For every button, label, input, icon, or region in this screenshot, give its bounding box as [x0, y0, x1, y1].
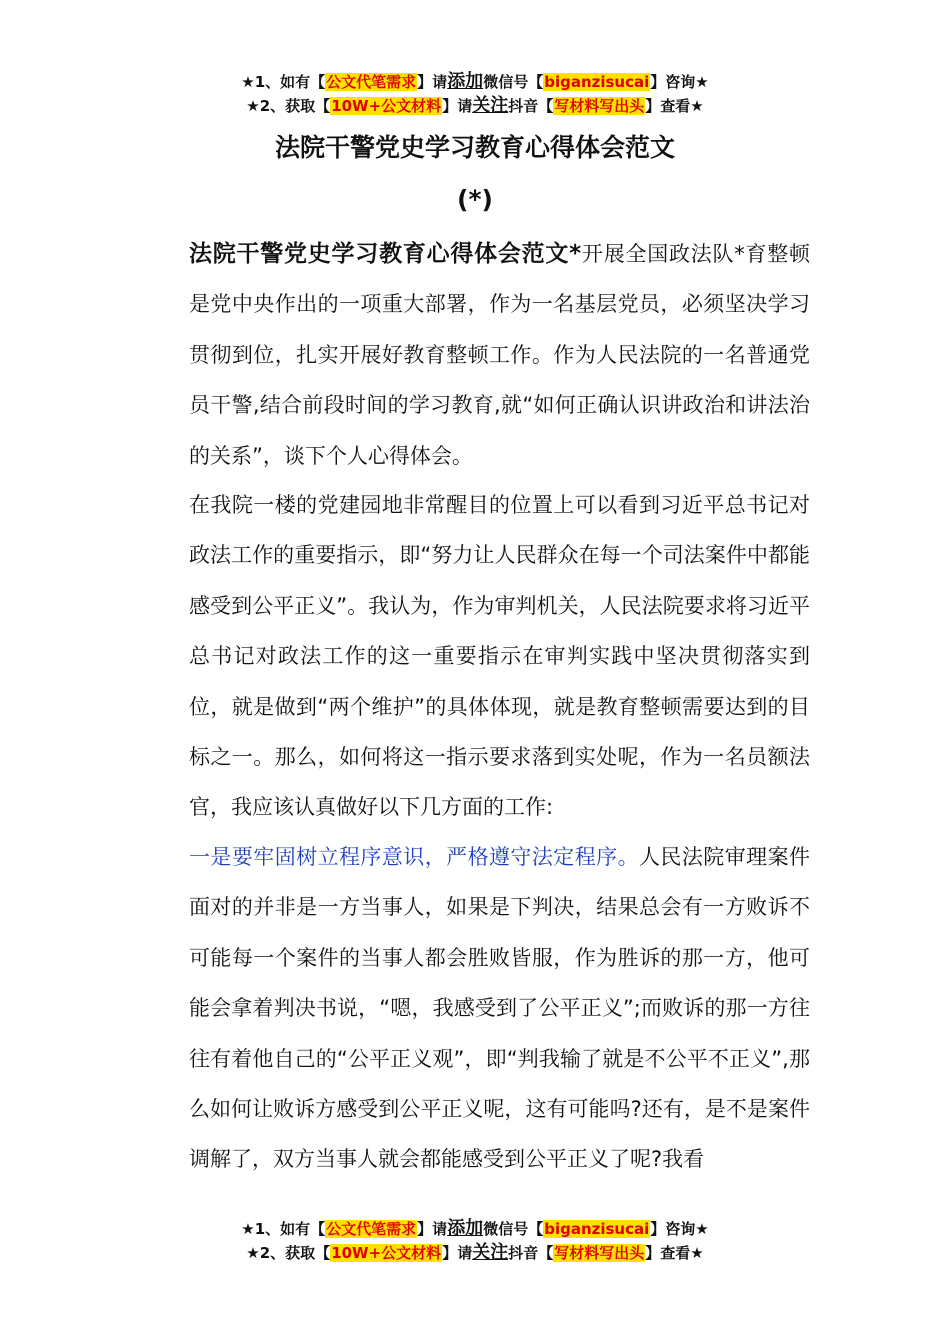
promo-text: 】请 [442, 97, 473, 115]
header-promo [0, 70, 950, 118]
promo-text: 抖音【 [508, 97, 554, 115]
promo-text: ★2、获取【 [246, 1244, 331, 1262]
paragraph-2 [145, 480, 810, 833]
promo-text: ★1、如有【 [241, 73, 326, 91]
promo-highlight: 公文代笔需求 [326, 1220, 417, 1238]
promo-line-2 [0, 1241, 950, 1265]
promo-text: 抖音【 [508, 1244, 554, 1262]
paragraph-text: 人民法院审理案件面对的并非是一方当事人，如果是下判决，结果总会有一方败诉不可能每一个案件的当事人都会胜败皆服，作为胜诉的那一方，他可能会拿着判决书说，“嗯，我感受到了公平正义”;而败诉的那一方往往有着他自己的“公平正义观”，即“判我输了就是不公平不正义”,那么如何让败诉方感受到公平正义呢，这有可能吗?还有，是不是案件调解了，双方当事人就会都能感受到公平正义了呢?我看 [189, 845, 810, 1172]
document-title: 法院干警党史学习教育心得体会范文 [274, 133, 675, 162]
paragraph-1 [145, 229, 810, 481]
promo-text: 】查看★ [645, 97, 704, 115]
promo-underlined: 关注 [472, 95, 509, 116]
paragraph-text: 在我院一楼的党建园地非常醒目的位置上可以看到习近平总书记对政法工作的重要指示，即“努力让人民群众在每一个司法案件中都能感受到公平正义”。我认为，作为审判机关，人民法院要求将习近平总书记对政法工作的这一重要指示在审判实践中坚决贯彻落实到位，就是做到“两个维护”的具体体现，就是教育整顿需要达到的目标之一。那么，如何将这一指示要求落到实处呢，作为一名员额法官，我应该认真做好以下几方面的工作: [189, 493, 810, 820]
promo-highlight: 公文代笔需求 [326, 73, 417, 91]
promo-text: 】咨询★ [650, 1220, 709, 1238]
document-subtitle: (*) [457, 185, 493, 214]
promo-wechat-id: biganzisucai [544, 1220, 650, 1238]
footer-promo [0, 1217, 950, 1265]
promo-highlight: 10W+公文材料 [331, 1244, 442, 1262]
promo-highlight: 10W+公文材料 [331, 97, 442, 115]
promo-underlined: 关注 [472, 1242, 509, 1263]
promo-text: 】查看★ [645, 1244, 704, 1262]
promo-line-1 [0, 70, 950, 94]
promo-text: 】请 [417, 73, 448, 91]
promo-text: 微信号【 [483, 73, 544, 91]
promo-text: 微信号【 [483, 1220, 544, 1238]
paragraph-text: 开展全国政法队*育整顿是党中央作出的一项重大部署，作为一名基层党员，必须坚决学习贯彻到位，扎实开展好教育整顿工作。作为人民法院的一名普通党员干警,结合前段时间的学习教育,就“如何正确认识讲政治和讲法治的关系”，谈下个人心得体会。 [189, 242, 811, 468]
promo-douyin-account: 写材料写出头 [554, 97, 645, 115]
promo-underlined: 添加 [447, 1218, 484, 1239]
promo-text: 】请 [417, 1220, 448, 1238]
promo-wechat-id: biganzisucai [544, 73, 650, 91]
promo-line-1 [0, 1217, 950, 1241]
promo-text: ★2、获取【 [246, 97, 331, 115]
promo-text: 】请 [442, 1244, 473, 1262]
promo-douyin-account: 写材料写出头 [554, 1244, 645, 1262]
paragraph-3 [145, 832, 810, 1185]
promo-text: 】咨询★ [650, 73, 709, 91]
promo-underlined: 添加 [447, 71, 484, 92]
promo-text: ★1、如有【 [241, 1220, 326, 1238]
paragraph-lead-title: 法院干警党史学习教育心得体会范文* [189, 241, 582, 267]
promo-line-2 [0, 94, 950, 118]
paragraph-heading-point-1: 一是要牢固树立程序意识，严格遵守法定程序。 [189, 845, 639, 869]
